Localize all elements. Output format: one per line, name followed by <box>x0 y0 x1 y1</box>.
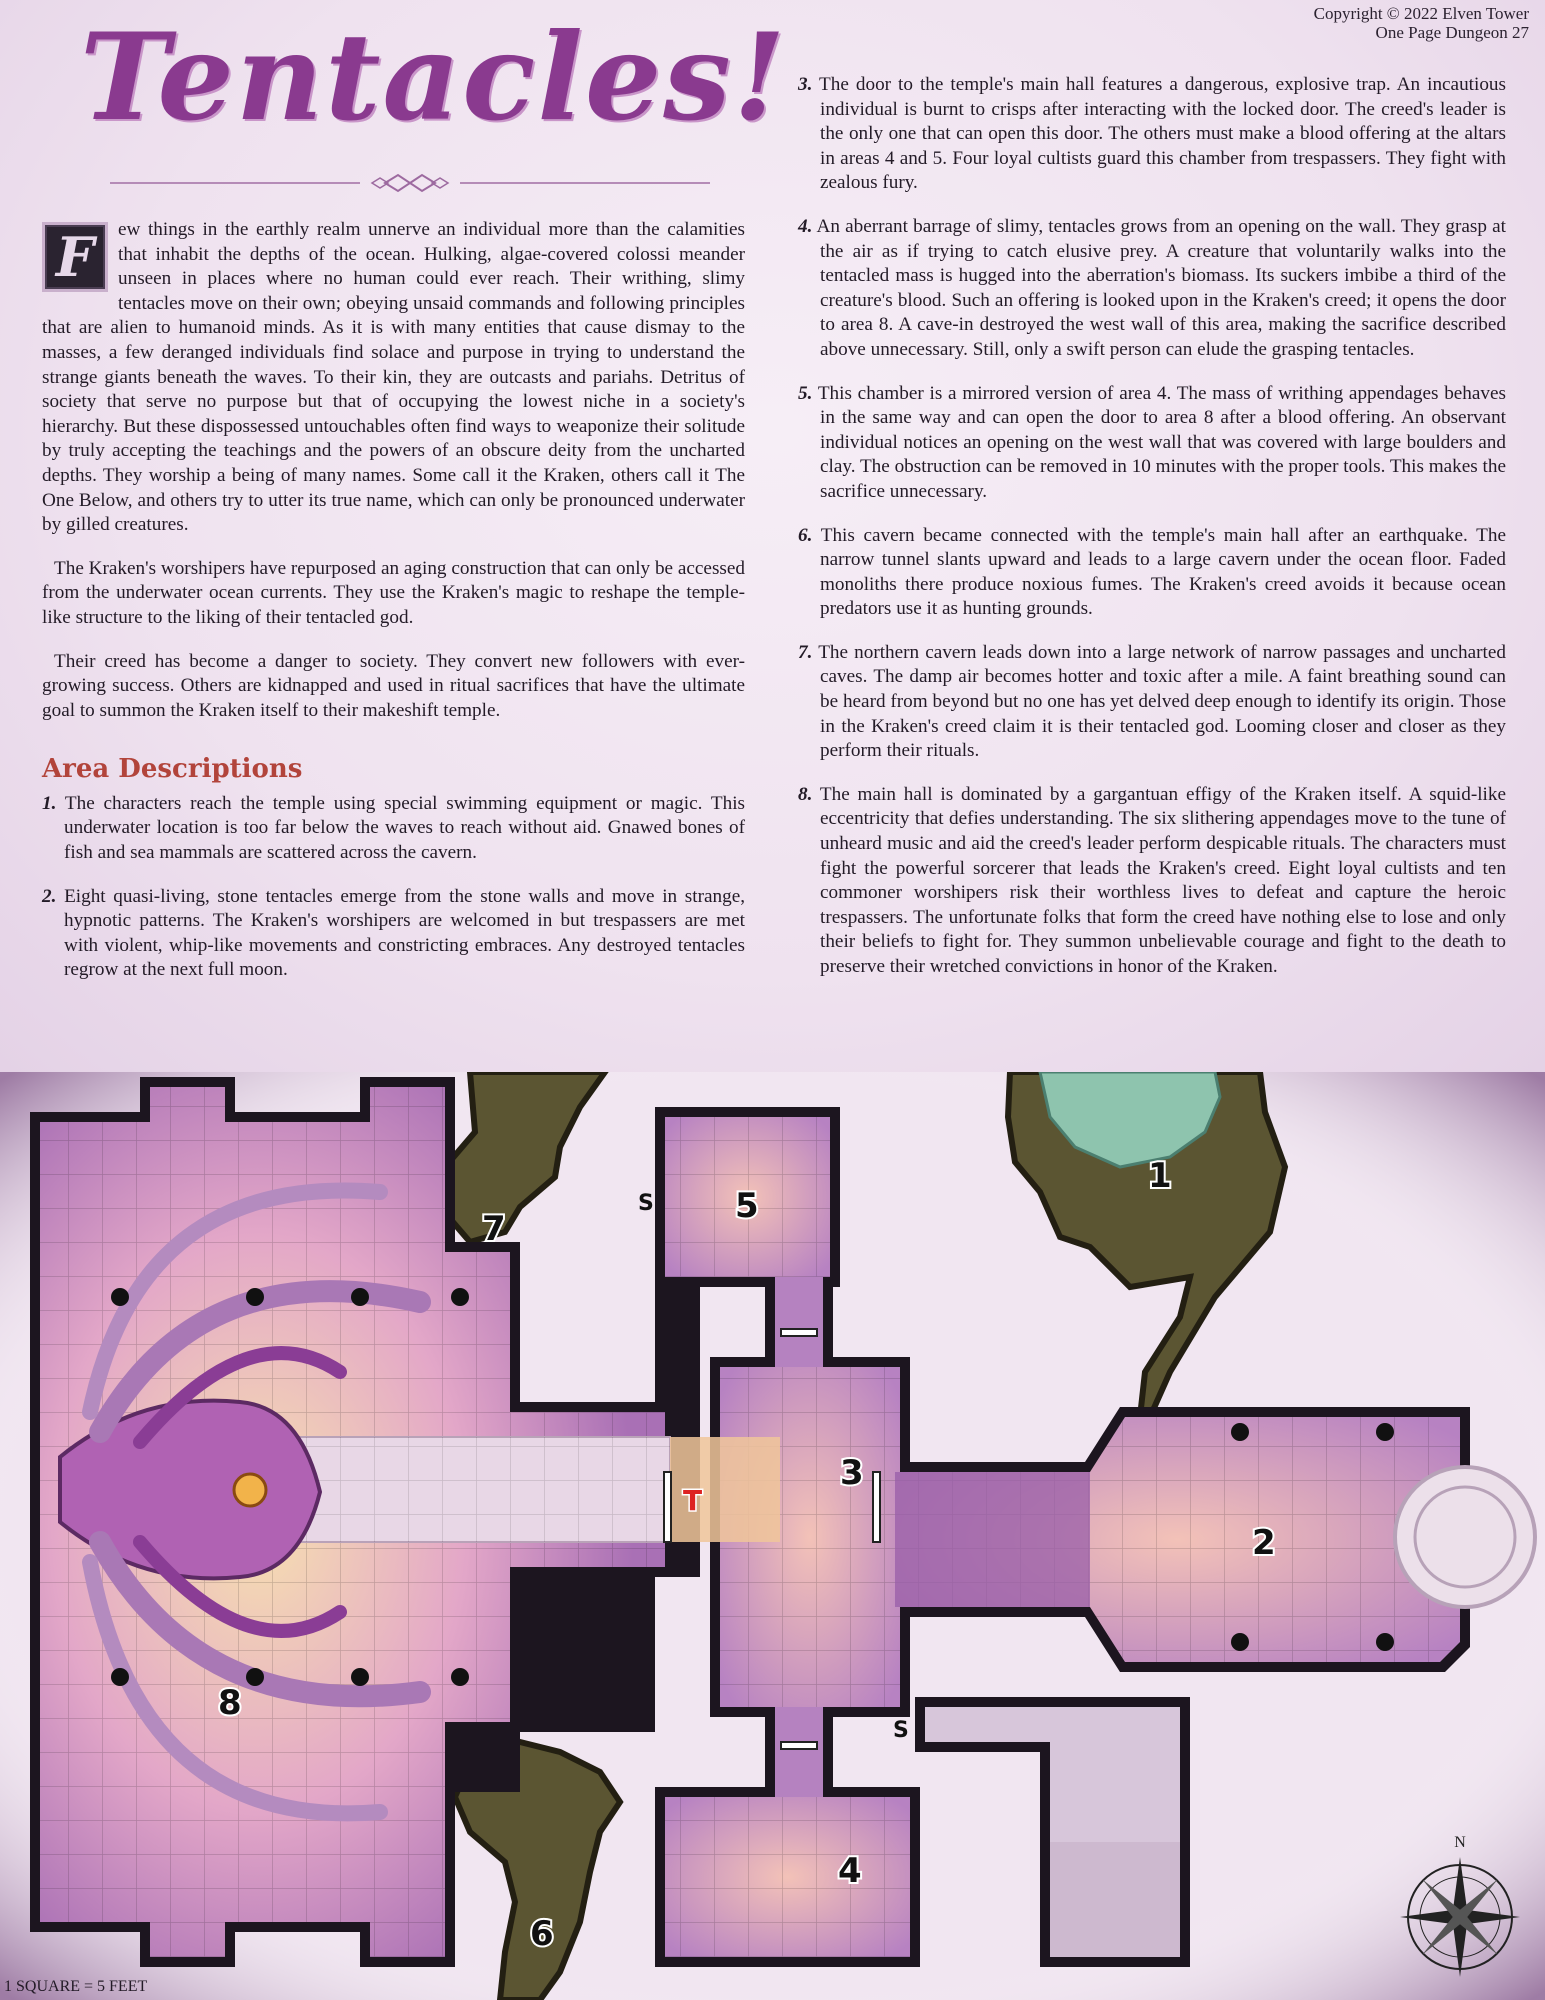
intro-paragraph-1 <box>42 218 745 538</box>
map-label-8: 8 <box>218 1683 242 1723</box>
area-number: 4. <box>798 215 813 237</box>
map-scale: 1 SQUARE = 5 FEET <box>4 1978 148 1995</box>
secret-door-marker-north: S <box>638 1191 654 1216</box>
area-number: 7. <box>798 641 813 663</box>
dropcap-letter: F <box>55 225 95 289</box>
corridor-5-3 <box>775 1277 823 1367</box>
area-number: 3. <box>798 74 813 95</box>
area-number: 1. <box>42 792 57 814</box>
map-label-6: 6 <box>530 1914 554 1954</box>
intro-paragraph-3: Their creed has become a danger to society. They convert new followers with ever-growing success. Others are kidnapped and used in ritual sacrifices that have the ultimate goal to summon the Kraken itself to their makeshift temple. <box>42 650 745 721</box>
map-label-3: 3 <box>840 1453 864 1493</box>
area-3 <box>798 73 1506 196</box>
area-number: 2. <box>42 885 57 907</box>
area-2 <box>42 885 745 983</box>
left-column <box>42 218 745 1002</box>
area-number: 5. <box>798 382 813 404</box>
map-label-5: 5 <box>735 1186 759 1226</box>
title-ornament <box>110 173 710 193</box>
intro-paragraph-2: The Kraken's worshipers have repurposed an aging construction that can only be accessed from the underwater ocean currents. They use the Kraken's magic to reshape the temple-like structure to the liking of their tentacled god. <box>42 557 745 628</box>
copyright-line: Copyright © 2022 Elven Tower <box>1313 4 1529 23</box>
section-heading: Area Descriptions <box>42 754 303 785</box>
area-number: 8. <box>798 783 813 805</box>
dungeon-number: One Page Dungeon 27 <box>1375 23 1529 42</box>
corridor-2-3 <box>895 1472 1090 1607</box>
compass-north-label: N <box>1454 1834 1466 1851</box>
dropcap <box>42 222 108 292</box>
map-label-1: 1 <box>1148 1156 1172 1196</box>
area-1 <box>42 792 745 866</box>
small-storeroom <box>1050 1842 1180 1957</box>
corridor-3-4 <box>775 1707 823 1797</box>
intro-text-1: ew things in the earthly realm unnerve an individual more than the calamities that inhabit the depths of the ocean. Hulking, algae-covered colossi meander unseen in places where no human could ever reach. Their writhing, slimy tentacles move on their own; obeying unsaid commands and following principles that are alien to humanoid minds. As it is with many entities that cause dismay to the masses, a few deranged individuals find solace and purpose in trying to understand the strange giants beneath the waves. To their kin, they are outcasts and pariahs. Detritus of society that serve no purpose but that of occupying the lowest niche in a society's hierarchy. But these dispossessed untouchables often find ways to weaponize their solitude by truly accepting the teachings and the powers of an obscure deity from the uncharted depths. They worship a being of many names. Some call it the Kraken, others call it The One Below, and others try to utter its true name, which can only be pronounced underwater by gilled creatures. <box>42 219 745 536</box>
page-title: Tentacles! <box>80 7 788 148</box>
dungeon-map <box>0 1072 1545 2000</box>
area-7 <box>798 641 1506 764</box>
map-label-2: 2 <box>1252 1523 1276 1563</box>
area-5 <box>798 382 1506 505</box>
copyright-notice <box>1314 4 1529 42</box>
area-text: Eight quasi-living, stone tentacles emerge from the stone walls and move in strange, hypnotic patterns. The Kraken's worshipers are welcomed in but trespassers are met with violent, whip-like movements and constricting embraces. Any destroyed tentacles regrow at the next full moon. <box>64 885 746 981</box>
area-6 <box>798 524 1506 622</box>
area-text: The main hall is dominated by a gargantuan effigy of the Kraken itself. A squid-like eccentricity that defies understanding. The six slithering appendages move to the tune of unheard music and aid the creed's leader perform despicable rituals. The characters must fight the powerful sorcerer that leads the Kraken's creed. Eight loyal cultists and ten commoner worshipers risk their worthless lives to defeat and capture the heroic trespassers. The unfortunate folks that form the creed have nothing else to lose and only their beliefs to fight for. They summon unbelievable courage and fight to the death to preserve their wretched convictions in honor of the Kraken. <box>819 783 1506 977</box>
area-text: This chamber is a mirrored version of area 4. The mass of writhing appendages behaves in the same way and can open the door to area 8 after a blood offering. An observant individual notices an opening on the west wall that was covered with large boulders and clay. The obstruction can be removed in 10 minutes with the proper tools. This makes the sacrifice unnecessary. <box>817 382 1506 502</box>
area-text: This cavern became connected with the temple's main hall after an earthquake. The narrow tunnel slants upward and leads to a large cavern under the ocean floor. Faded monoliths there produce noxious fumes. The Kraken's creed avoids it because ocean predators use it as hunting grounds. <box>820 524 1506 620</box>
area-text: The northern cavern leads down into a large network of narrow passages and uncharted caves. The damp air becomes hotter and toxic after a mile. A faint breathing sound can be heard from beyond but no one has yet delved deep enough to identify its origin. Those in the Kraken's creed claim it is their tentacled god. Looming closer and closer as they perform their rituals. <box>818 641 1506 762</box>
area-8 <box>798 783 1506 980</box>
secret-door-marker-east: S <box>893 1718 909 1743</box>
area-text: An aberrant barrage of slimy, tentacles grows from an opening on the wall. They grasp at the air as if trying to catch elusive prey. A creature that voluntarily walks into the tentacled mass is hugged into the aberration's biomass. Its suckers imbibe a third of the creature's blood. Such an offering is looked upon in the Kraken's creed; it opens the door to area 8. A cave-in destroyed the west wall of this area, making the sacrifice described above unnecessary. Still, only a swift person can elude the grasping tentacles. <box>816 215 1506 360</box>
right-column <box>798 73 1506 999</box>
map-label-7: 7 <box>482 1209 506 1249</box>
area-text: The characters reach the temple using special swimming equipment or magic. This underwater location is too far below the waves to reach without aid. Gnawed bones of fish and sea mammals are scattered across the cavern. <box>64 792 745 864</box>
area-4 <box>798 215 1506 363</box>
area-number: 6. <box>798 524 813 546</box>
trap-marker: T <box>683 1484 703 1517</box>
area-text: The door to the temple's main hall features a dangerous, explosive trap. An incautious individual is burnt to crisps after interacting with the locked door. The creed's leader is the only one that can open this door. The others must make a blood offering at the altars in areas 4 and 5. Four loyal cultists guard this chamber from trespassers. They fight with zealous fury. <box>819 74 1506 194</box>
map-label-4: 4 <box>838 1851 862 1891</box>
